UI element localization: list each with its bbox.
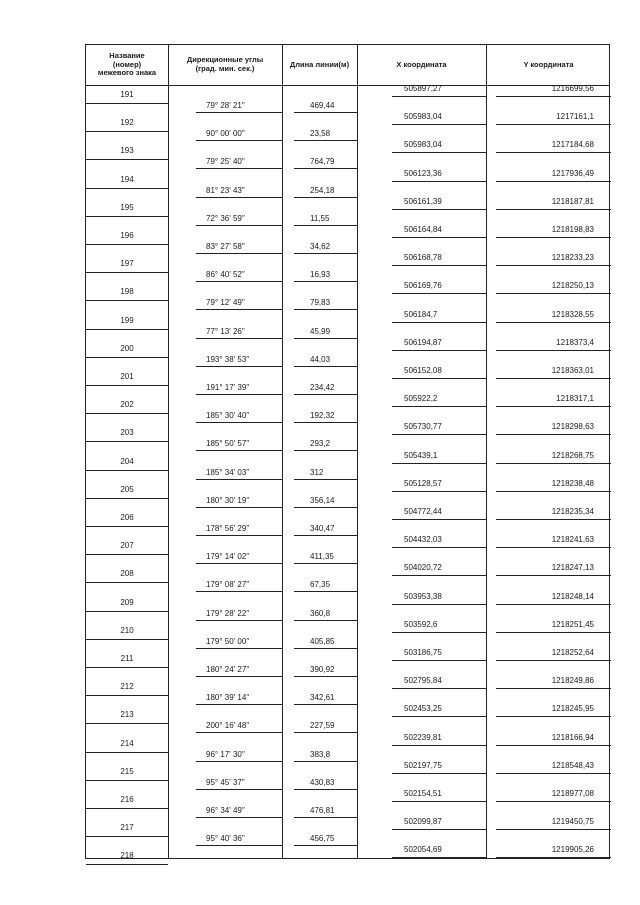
row-underline <box>496 96 611 97</box>
row-underline <box>196 253 282 254</box>
direction-angle: 79° 28' 21" <box>206 101 245 110</box>
row-underline <box>496 547 611 548</box>
direction-angle: 79° 25' 40" <box>206 157 245 167</box>
row-underline <box>496 181 611 182</box>
row-underline <box>294 535 357 536</box>
row-underline <box>196 338 282 339</box>
row-underline <box>86 667 168 668</box>
x-coordinate: 502197,75 <box>404 760 442 770</box>
point-name: 214 <box>120 738 134 748</box>
row-underline <box>86 695 168 696</box>
row-underline <box>294 112 357 113</box>
row-underline <box>496 857 611 858</box>
direction-angle: 191° 17' 39" <box>206 383 250 392</box>
row-underline <box>294 338 357 339</box>
point-name: 194 <box>120 174 134 184</box>
header-point-name: Название (номер) межевого знака <box>97 51 157 78</box>
row-underline <box>392 181 486 182</box>
line-length: 67,35 <box>310 580 331 590</box>
y-coordinate: 1218198,83 <box>551 225 594 234</box>
line-length: 764,79 <box>310 157 335 167</box>
row-underline <box>392 801 486 802</box>
row-underline <box>496 575 611 576</box>
row-underline <box>86 216 168 217</box>
x-coordinate: 502099,87 <box>404 817 442 827</box>
row-underline <box>496 434 611 435</box>
x-coordinate: 505983,04 <box>404 140 442 150</box>
line-length: 234,42 <box>310 383 335 392</box>
row-underline <box>392 547 486 548</box>
header-x-coordinate: Х координата <box>396 59 447 69</box>
row-underline <box>86 188 168 189</box>
line-length: 430,83 <box>310 777 335 787</box>
row-underline <box>392 96 486 97</box>
row-underline <box>392 124 486 125</box>
line-length: 192,32 <box>310 411 335 421</box>
row-underline <box>392 350 486 351</box>
row-underline <box>86 498 168 499</box>
row-underline <box>294 366 357 367</box>
row-underline <box>496 491 611 492</box>
point-name: 201 <box>120 372 134 381</box>
row-underline <box>392 209 486 210</box>
row-underline <box>496 237 611 238</box>
row-underline <box>392 660 486 661</box>
row-underline <box>294 225 357 226</box>
y-coordinate: 1218248,14 <box>551 591 594 601</box>
point-name: 202 <box>120 400 134 410</box>
point-name: 205 <box>120 484 134 494</box>
y-coordinate: 1218247,13 <box>551 563 594 573</box>
row-underline <box>86 470 168 471</box>
line-length: 16,93 <box>310 270 331 280</box>
y-coordinate: 1217936,49 <box>551 168 594 178</box>
line-length: 342,61 <box>310 693 335 703</box>
row-underline <box>86 611 168 612</box>
y-coordinate: 1218187,81 <box>551 196 594 206</box>
point-name: 216 <box>120 795 134 804</box>
header-y-coordinate: Y координата <box>523 59 574 69</box>
line-length: 469,44 <box>310 101 335 110</box>
direction-angle: 185° 50' 57" <box>206 439 250 449</box>
row-underline <box>392 716 486 717</box>
row-underline <box>294 817 357 818</box>
x-coordinate: 503592,6 <box>404 619 438 629</box>
row-underline <box>196 140 282 141</box>
direction-angle: 185° 30' 40" <box>206 411 250 421</box>
line-length: 312 <box>310 467 324 477</box>
point-name: 203 <box>120 428 134 438</box>
row-underline <box>196 817 282 818</box>
row-underline <box>496 406 611 407</box>
row-underline <box>86 131 168 132</box>
row-underline <box>496 152 611 153</box>
row-underline <box>196 168 282 169</box>
x-coordinate: 504432,03 <box>404 535 442 545</box>
row-underline <box>294 197 357 198</box>
row-underline <box>392 575 486 576</box>
line-length: 293,2 <box>310 439 331 449</box>
y-coordinate: 1218250,13 <box>551 281 594 291</box>
coordinates-table <box>85 44 610 859</box>
point-name: 209 <box>120 597 134 607</box>
x-coordinate: 505439,1 <box>404 450 438 460</box>
line-length: 340,47 <box>310 524 335 533</box>
row-underline <box>392 293 486 294</box>
x-coordinate: 506168,78 <box>404 253 442 263</box>
direction-angle: 81° 23' 43" <box>206 185 245 195</box>
direction-angle: 72° 36' 59" <box>206 213 245 223</box>
row-underline <box>86 864 168 865</box>
row-underline <box>196 648 282 649</box>
y-coordinate: 1218249,86 <box>551 676 594 686</box>
point-name: 206 <box>120 513 134 522</box>
row-underline <box>196 620 282 621</box>
point-name: 199 <box>120 315 134 325</box>
y-coordinate: 1216699,56 <box>551 84 594 93</box>
point-name: 207 <box>120 541 134 551</box>
y-coordinate: 1218363,01 <box>551 366 594 375</box>
row-underline <box>392 265 486 266</box>
row-underline <box>196 591 282 592</box>
x-coordinate: 505128,57 <box>404 478 442 488</box>
row-underline <box>496 745 611 746</box>
y-coordinate: 1218298,63 <box>551 422 594 432</box>
y-coordinate: 1218241,63 <box>551 535 594 545</box>
row-underline <box>496 322 611 323</box>
x-coordinate: 505922,2 <box>404 394 438 404</box>
row-underline <box>392 632 486 633</box>
y-coordinate: 1218317,1 <box>556 394 594 404</box>
y-coordinate: 1218251,45 <box>551 619 594 629</box>
y-coordinate: 1219905,26 <box>551 845 594 855</box>
line-length: 79,83 <box>310 298 331 308</box>
row-underline <box>86 582 168 583</box>
point-name: 191 <box>120 90 134 99</box>
line-length: 360,8 <box>310 608 331 618</box>
point-name: 195 <box>120 202 134 212</box>
y-coordinate: 1218238,48 <box>551 478 594 488</box>
line-length: 383,8 <box>310 749 331 759</box>
x-coordinate: 502795,84 <box>404 676 442 686</box>
point-name: 217 <box>120 823 134 833</box>
row-underline <box>294 168 357 169</box>
point-name: 211 <box>120 654 134 663</box>
line-length: 405,85 <box>310 636 335 646</box>
y-coordinate: 1218548,43 <box>551 760 594 770</box>
y-coordinate: 1219450,75 <box>551 817 594 827</box>
point-name: 197 <box>120 259 134 269</box>
row-underline <box>392 857 486 858</box>
direction-angle: 179° 08' 27" <box>206 580 250 590</box>
row-underline <box>392 829 486 830</box>
row-underline <box>294 845 357 846</box>
x-coordinate: 503953,38 <box>404 591 442 601</box>
row-underline <box>86 329 168 330</box>
row-underline <box>392 378 486 379</box>
row-underline <box>294 620 357 621</box>
row-underline <box>294 309 357 310</box>
line-length: 390,92 <box>310 665 335 674</box>
row-underline <box>496 801 611 802</box>
row-underline <box>496 688 611 689</box>
row-underline <box>496 829 611 830</box>
row-underline <box>496 773 611 774</box>
row-underline <box>86 103 168 104</box>
direction-angle: 77° 13' 26" <box>206 326 245 336</box>
y-coordinate: 1218268,75 <box>551 450 594 460</box>
direction-angle: 185° 34' 03" <box>206 467 250 477</box>
row-underline <box>196 225 282 226</box>
x-coordinate: 502239,81 <box>404 732 442 742</box>
line-length: 227,59 <box>310 721 335 731</box>
point-name: 192 <box>120 118 134 128</box>
direction-angle: 180° 24' 27" <box>206 665 250 674</box>
row-underline <box>392 491 486 492</box>
point-name: 196 <box>120 231 134 240</box>
x-coordinate: 503186,75 <box>404 648 442 657</box>
point-name: 218 <box>120 851 134 861</box>
y-coordinate: 1218245,95 <box>551 704 594 714</box>
point-name: 212 <box>120 682 134 692</box>
row-underline <box>294 704 357 705</box>
direction-angle: 200° 16' 48" <box>206 721 250 731</box>
row-underline <box>392 237 486 238</box>
row-underline <box>86 808 168 809</box>
row-underline <box>86 836 168 837</box>
row-underline <box>392 434 486 435</box>
x-coordinate: 506169,76 <box>404 281 442 291</box>
point-name: 213 <box>120 710 134 720</box>
row-underline <box>86 526 168 527</box>
direction-angle: 83° 27' 58" <box>206 242 245 251</box>
x-coordinate: 506123,36 <box>404 168 442 178</box>
row-underline <box>392 519 486 520</box>
line-length: 356,14 <box>310 495 335 505</box>
row-underline <box>294 479 357 480</box>
row-underline <box>196 112 282 113</box>
x-coordinate: 504772,44 <box>404 507 442 516</box>
x-coordinate: 506152,08 <box>404 366 442 375</box>
x-coordinate: 502054,69 <box>404 845 442 855</box>
direction-angle: 95° 40' 36" <box>206 834 245 844</box>
row-underline <box>196 845 282 846</box>
x-coordinate: 506161,39 <box>404 196 442 206</box>
row-underline <box>86 385 168 386</box>
row-underline <box>294 676 357 677</box>
point-name: 215 <box>120 766 134 776</box>
x-coordinate: 505983,04 <box>404 112 442 122</box>
line-length: 45,99 <box>310 326 331 336</box>
row-underline <box>86 357 168 358</box>
row-underline <box>294 253 357 254</box>
y-coordinate: 1217184,68 <box>551 140 594 150</box>
x-coordinate: 505897,27 <box>404 84 442 93</box>
row-underline <box>294 563 357 564</box>
direction-angle: 179° 50' 00" <box>206 636 250 646</box>
line-length: 11,55 <box>310 213 330 223</box>
line-length: 23,58 <box>310 129 331 139</box>
y-coordinate: 1218166,94 <box>551 732 594 742</box>
x-coordinate: 506194,87 <box>404 337 442 347</box>
point-name: 193 <box>120 146 134 156</box>
row-underline <box>196 281 282 282</box>
row-underline <box>392 463 486 464</box>
row-underline <box>86 554 168 555</box>
row-underline <box>196 394 282 395</box>
row-underline <box>86 413 168 414</box>
row-underline <box>86 244 168 245</box>
row-underline <box>496 519 611 520</box>
direction-angle: 96° 34' 49" <box>206 806 245 815</box>
direction-angle: 180° 39' 14" <box>206 693 250 703</box>
direction-angle: 178° 56' 29" <box>206 524 250 533</box>
row-underline <box>196 450 282 451</box>
row-underline <box>294 394 357 395</box>
direction-angle: 86° 40' 52" <box>206 270 245 280</box>
row-underline <box>496 716 611 717</box>
row-underline <box>196 422 282 423</box>
x-coordinate: 506164,84 <box>404 225 442 234</box>
line-length: 411,35 <box>310 552 334 562</box>
row-underline <box>496 660 611 661</box>
row-underline <box>496 350 611 351</box>
row-underline <box>496 293 611 294</box>
row-underline <box>196 479 282 480</box>
row-underline <box>196 535 282 536</box>
row-underline <box>496 209 611 210</box>
point-name: 208 <box>120 569 134 579</box>
row-underline <box>196 309 282 310</box>
row-underline <box>496 124 611 125</box>
row-underline <box>294 732 357 733</box>
row-underline <box>392 406 486 407</box>
point-name: 200 <box>120 343 134 353</box>
line-length: 476,81 <box>310 806 335 815</box>
direction-angle: 95° 45' 37" <box>206 777 245 787</box>
direction-angle: 180° 30' 19" <box>206 495 250 505</box>
direction-angle: 79° 12' 49" <box>206 298 245 308</box>
column-divider <box>168 45 169 858</box>
y-coordinate: 1217161,1 <box>556 112 594 122</box>
line-length: 456,75 <box>310 834 335 844</box>
direction-angle: 193° 38' 53" <box>206 354 250 364</box>
x-coordinate: 502154,51 <box>404 789 442 798</box>
row-underline <box>294 422 357 423</box>
direction-angle: 179° 14' 02" <box>206 552 250 562</box>
row-underline <box>86 752 168 753</box>
row-underline <box>86 300 168 301</box>
direction-angle: 90° 00' 00" <box>206 129 245 139</box>
row-underline <box>196 563 282 564</box>
row-underline <box>294 450 357 451</box>
column-divider <box>282 45 283 858</box>
row-underline <box>294 591 357 592</box>
point-name: 198 <box>120 287 134 297</box>
row-underline <box>196 732 282 733</box>
y-coordinate: 1218252,64 <box>551 648 594 657</box>
line-length: 34,62 <box>310 242 331 251</box>
row-underline <box>496 632 611 633</box>
y-coordinate: 1218977,08 <box>551 789 594 798</box>
row-underline <box>196 507 282 508</box>
y-coordinate: 1218328,55 <box>551 309 594 319</box>
direction-angle: 179° 28' 22" <box>206 608 250 618</box>
row-underline <box>294 507 357 508</box>
row-underline <box>294 648 357 649</box>
point-name: 204 <box>120 456 134 466</box>
row-underline <box>196 761 282 762</box>
row-underline <box>392 322 486 323</box>
row-underline <box>294 140 357 141</box>
row-underline <box>196 789 282 790</box>
row-underline <box>392 604 486 605</box>
row-underline <box>392 152 486 153</box>
point-name: 210 <box>120 625 134 635</box>
row-underline <box>86 639 168 640</box>
row-underline <box>496 604 611 605</box>
row-underline <box>294 789 357 790</box>
row-underline <box>496 463 611 464</box>
row-underline <box>392 688 486 689</box>
row-underline <box>196 197 282 198</box>
header-line-length: Длина линии(м) <box>289 59 350 69</box>
x-coordinate: 506184,7 <box>404 309 438 319</box>
row-underline <box>294 761 357 762</box>
row-underline <box>294 281 357 282</box>
row-underline <box>86 723 168 724</box>
x-coordinate: 504020,72 <box>404 563 442 573</box>
x-coordinate: 505730,77 <box>404 422 442 432</box>
row-underline <box>86 272 168 273</box>
line-length: 44,03 <box>310 354 331 364</box>
row-underline <box>196 366 282 367</box>
row-underline <box>86 441 168 442</box>
column-divider <box>357 45 358 858</box>
row-underline <box>392 745 486 746</box>
header-direction-angle: Дирекционные углы (град. мин. сек.) <box>186 55 264 73</box>
row-underline <box>196 676 282 677</box>
y-coordinate: 1218233,23 <box>551 253 594 263</box>
line-length: 254,18 <box>310 185 335 195</box>
row-underline <box>496 378 611 379</box>
y-coordinate: 1218373,4 <box>556 337 594 347</box>
row-underline <box>86 780 168 781</box>
x-coordinate: 502453,25 <box>404 704 442 714</box>
direction-angle: 96° 17' 30" <box>206 749 245 759</box>
row-underline <box>496 265 611 266</box>
row-underline <box>196 704 282 705</box>
row-underline <box>392 773 486 774</box>
y-coordinate: 1218235,34 <box>551 507 594 516</box>
row-underline <box>86 159 168 160</box>
